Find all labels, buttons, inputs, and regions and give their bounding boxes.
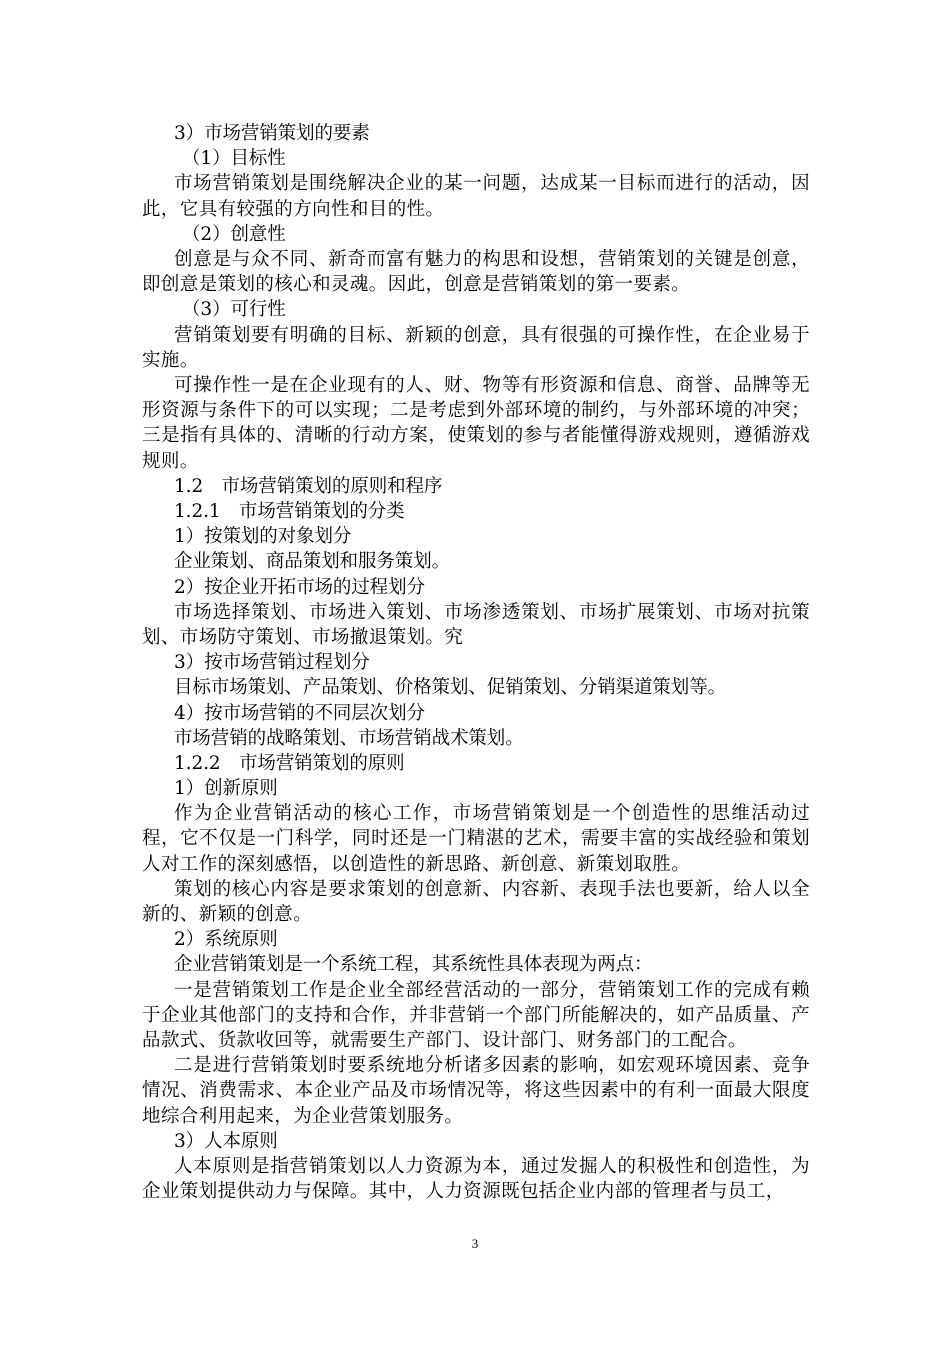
paragraph: 一是营销策划工作是企业全部经营活动的一部分，营销策划工作的完成有赖于企业其他部门的支持和合作，并非营销一个部门所能解决的，如产品质量、产品款式、货款收回等，就需要生产部门、设计部门、财务部门的工配合。: [142, 979, 810, 1052]
document-body: [142, 121, 810, 1204]
subheading: 3）人本原则: [174, 1130, 278, 1152]
paragraph: 人本原则是指营销策划以人力资源为本，通过发掘人的积极性和创造性，为企业策划提供动力与保障。其中，人力资源既包括企业内部的管理者与员工，: [142, 1156, 810, 1203]
paragraph: 作为企业营销活动的核心工作，市场营销策划是一个创造性的思维活动过程，它不仅是一门科学，同时还是一门精湛的艺术，需要丰富的实战经验和策划人对工作的深刻感悟，以创造性的新思路、新创意、新策划取胜。: [142, 803, 810, 875]
subheading: （3）可行性: [182, 299, 286, 321]
subheading: 1）按策划的对象划分: [174, 526, 352, 548]
paragraph: 策划的核心内容是要求策划的创意新、内容新、表现手法也要新，给人以全新的、新颖的创意。: [142, 878, 810, 926]
paragraph: 可操作性一是在企业现有的人、财、物等有形资源和信息、商誉、品牌等无形资源与条件下的可以实现；二是考虑到外部环境的制约，与外部环境的冲突；三是指有具体的、清晰的行动方案，使策划的参与者能懂得游戏规则，遵循游戏规则。: [142, 374, 810, 472]
subheading: （2）创意性: [182, 223, 286, 245]
page-number: 3: [471, 1236, 479, 1251]
subheading: 1）创新原则: [174, 778, 278, 800]
paragraph: 企业营销策划是一个系统工程，其系统性具体表现为两点：: [174, 954, 653, 976]
subheading: 3）按市场营销过程划分: [174, 652, 370, 674]
subheading: （1）目标性: [182, 148, 286, 170]
paragraph: 市场营销的战略策划、市场营销战术策划。: [174, 727, 524, 749]
subheading: 2）按企业开拓市场的过程划分: [174, 576, 425, 598]
paragraph: 市场选择策划、市场进入策划、市场渗透策划、市场扩展策划、市场对抗策划、市场防守策划、市场撤退策划。究: [142, 601, 810, 648]
section-heading: 3）市场营销策划的要素: [174, 123, 370, 144]
paragraph: 创意是与众不同、新奇而富有魅力的构思和设想，营销策划的关键是创意，即创意是策划的核心和灵魂。因此，创意是营销策划的第一要素。: [142, 248, 810, 296]
paragraph: 二是进行营销策划时要系统地分析诸多因素的影响，如宏观环境因素、竞争情况、消费需求、本企业产品及市场情况等，将这些因素中的有利一面最大限度地综合利用起来，为企业营策划服务。: [142, 1055, 810, 1127]
paragraph: 市场营销策划是围绕解决企业的某一问题，达成某一目标而进行的活动，因此，它具有较强的方向性和目的性。: [142, 173, 810, 220]
paragraph: 目标市场策划、产品策划、价格策划、促销策划、分销渠道策划等。: [174, 677, 727, 699]
subheading: 4）按市场营销的不同层次划分: [174, 702, 425, 724]
paragraph: 营销策划要有明确的目标、新颖的创意，具有很强的可操作性，在企业易于实施。: [142, 324, 810, 371]
section-heading: 1.2 市场营销策划的原则和程序: [174, 475, 443, 497]
section-heading: 1.2.1 市场营销策划的分类: [174, 500, 405, 522]
paragraph: 企业策划、商品策划和服务策划。: [174, 551, 451, 573]
section-heading: 1.2.2 市场营销策划的原则: [174, 752, 405, 774]
subheading: 2）系统原则: [174, 929, 278, 951]
